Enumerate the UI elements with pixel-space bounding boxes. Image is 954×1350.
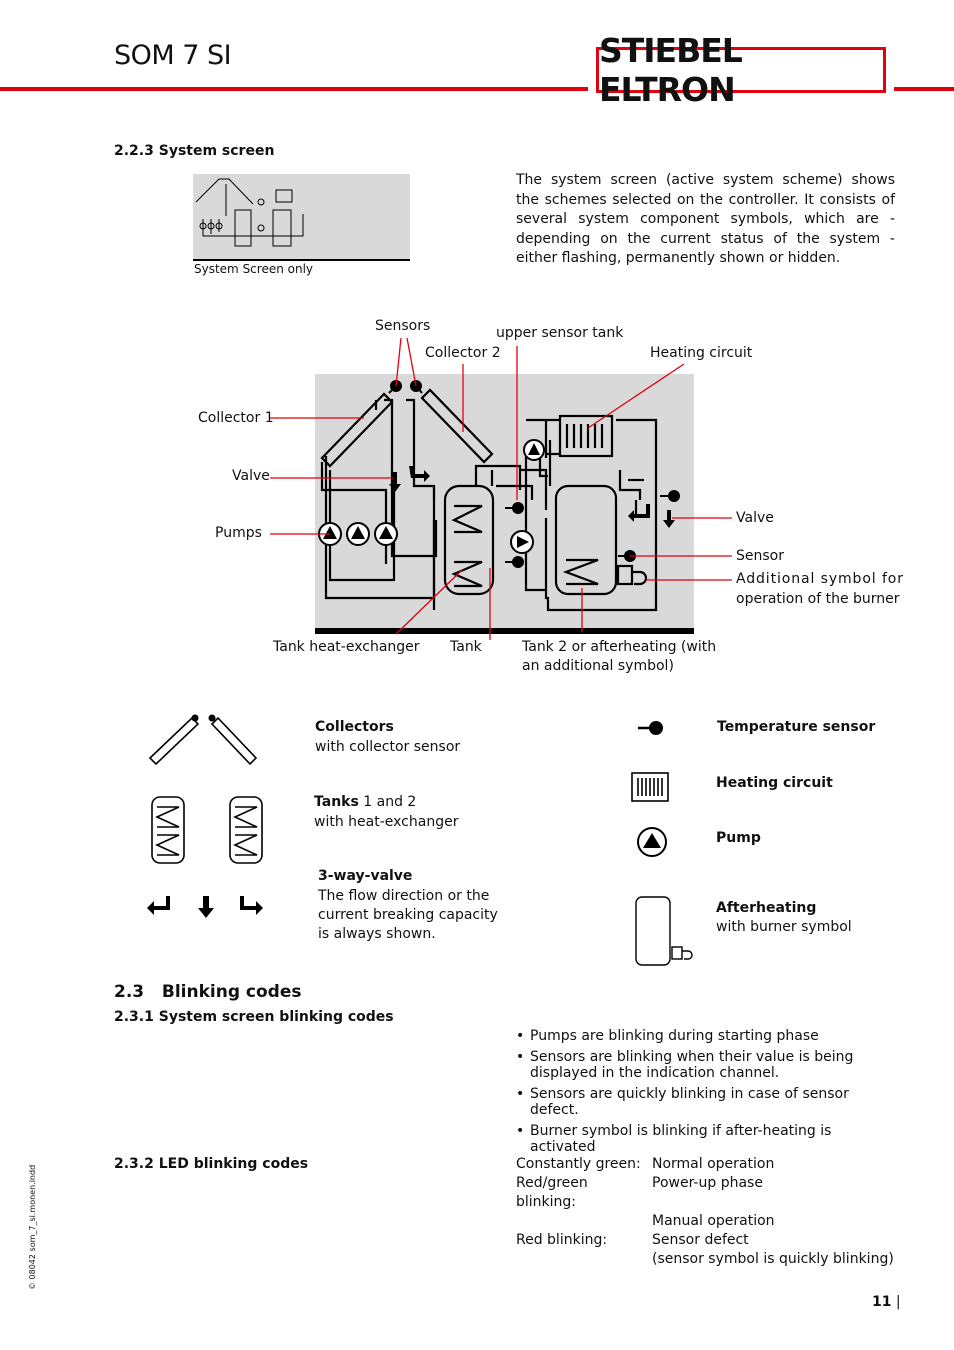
label-collector-2: Collector 2 bbox=[425, 345, 501, 361]
subsection-system-screen-blinking: 2.3.1 System screen blinking codes bbox=[114, 1009, 394, 1025]
legend-valve-text-1: The flow direction or the bbox=[318, 888, 490, 904]
tanks-icon bbox=[150, 795, 270, 867]
list-item: • Sensors are quickly blinking in case of sensor defect. bbox=[516, 1086, 898, 1119]
label-collector-1: Collector 1 bbox=[198, 410, 274, 426]
pump-icon bbox=[636, 826, 668, 858]
label-pumps: Pumps bbox=[215, 525, 262, 541]
legend-tanks: Tanks 1 and 2 bbox=[314, 794, 417, 810]
temperature-sensor-icon bbox=[636, 718, 666, 738]
led-codes-table bbox=[516, 1155, 894, 1269]
afterheating-icon bbox=[634, 895, 696, 967]
label-tank-heat-exchanger: Tank heat-exchanger bbox=[273, 639, 420, 655]
table-row: Red/green blinking: Power-up phase bbox=[516, 1175, 763, 1210]
header-rule-left bbox=[0, 87, 588, 91]
label-valve-right: Valve bbox=[736, 510, 774, 526]
heating-circuit-icon bbox=[631, 772, 669, 802]
thumbnail-caption: System Screen only bbox=[194, 262, 314, 276]
legend-collectors-title: Collectors bbox=[315, 719, 394, 735]
list-item: • Burner symbol is blinking if after-heating is activated bbox=[516, 1123, 898, 1156]
label-upper-sensor-tank: upper sensor tank bbox=[496, 325, 624, 341]
label-additional-symbol: Additional symbol for bbox=[736, 571, 904, 587]
file-reference: © 08042 som_7_si.monen.indd bbox=[28, 1164, 37, 1290]
table-row: Manual operation bbox=[652, 1213, 775, 1229]
table-row: Constantly green: Normal operation bbox=[516, 1156, 775, 1172]
legend-temperature-sensor: Temperature sensor bbox=[717, 719, 876, 735]
section-heading-system-screen: 2.2.3 System screen bbox=[114, 143, 275, 159]
valve-arrows-icon bbox=[146, 894, 266, 920]
legend-collectors-sub: with collector sensor bbox=[315, 739, 461, 755]
legend-pump: Pump bbox=[716, 830, 761, 846]
legend-afterheating-sub: with burner symbol bbox=[716, 919, 852, 935]
table-row: Red blinking: Sensor defect bbox=[516, 1232, 749, 1248]
label-tank-2: Tank 2 or afterheating (with bbox=[522, 639, 717, 655]
page-number: 11 | bbox=[872, 1294, 901, 1310]
brand-logo: STIEBEL ELTRON bbox=[596, 47, 886, 93]
label-valve-left: Valve bbox=[232, 468, 270, 484]
label-tank-2-cont: an additional symbol) bbox=[522, 658, 674, 674]
label-sensors: Sensors bbox=[375, 318, 431, 334]
legend-valve-text-3: is always shown. bbox=[318, 926, 436, 942]
header-rule-right bbox=[894, 87, 954, 91]
label-sensor: Sensor bbox=[736, 548, 784, 564]
label-heating-circuit: Heating circuit bbox=[650, 345, 753, 361]
subsection-led-blinking: 2.3.2 LED blinking codes bbox=[114, 1156, 309, 1172]
legend-heating-circuit: Heating circuit bbox=[716, 775, 833, 791]
section-heading-blinking-codes: 2.3 Blinking codes bbox=[114, 982, 302, 1002]
legend-valve-text-2: current breaking capacity bbox=[318, 907, 498, 923]
blinking-bullet-list bbox=[516, 1028, 898, 1160]
legend-valve-title: 3-way-valve bbox=[318, 868, 413, 884]
label-tank: Tank bbox=[450, 639, 482, 655]
system-screen-thumbnail bbox=[193, 174, 411, 262]
legend-tanks-sub: with heat-exchanger bbox=[314, 814, 459, 830]
table-row: (sensor symbol is quickly blinking) bbox=[652, 1251, 894, 1267]
collectors-icon bbox=[146, 712, 258, 768]
list-item: • Sensors are blinking when their value is being displayed in the indication channel. bbox=[516, 1049, 898, 1082]
list-item: • Pumps are blinking during starting phase bbox=[516, 1028, 898, 1045]
label-additional-symbol-2: operation of the burner bbox=[736, 591, 900, 607]
system-screen-description: The system screen (active system scheme) shows the schemes selected on the controller. It consists of several system component symbols, which are - depending on the current status of the system - either flashing, permanently shown or hidden. bbox=[516, 172, 895, 266]
document-title: SOM 7 SI bbox=[114, 40, 232, 71]
legend-afterheating-title: Afterheating bbox=[716, 900, 817, 916]
